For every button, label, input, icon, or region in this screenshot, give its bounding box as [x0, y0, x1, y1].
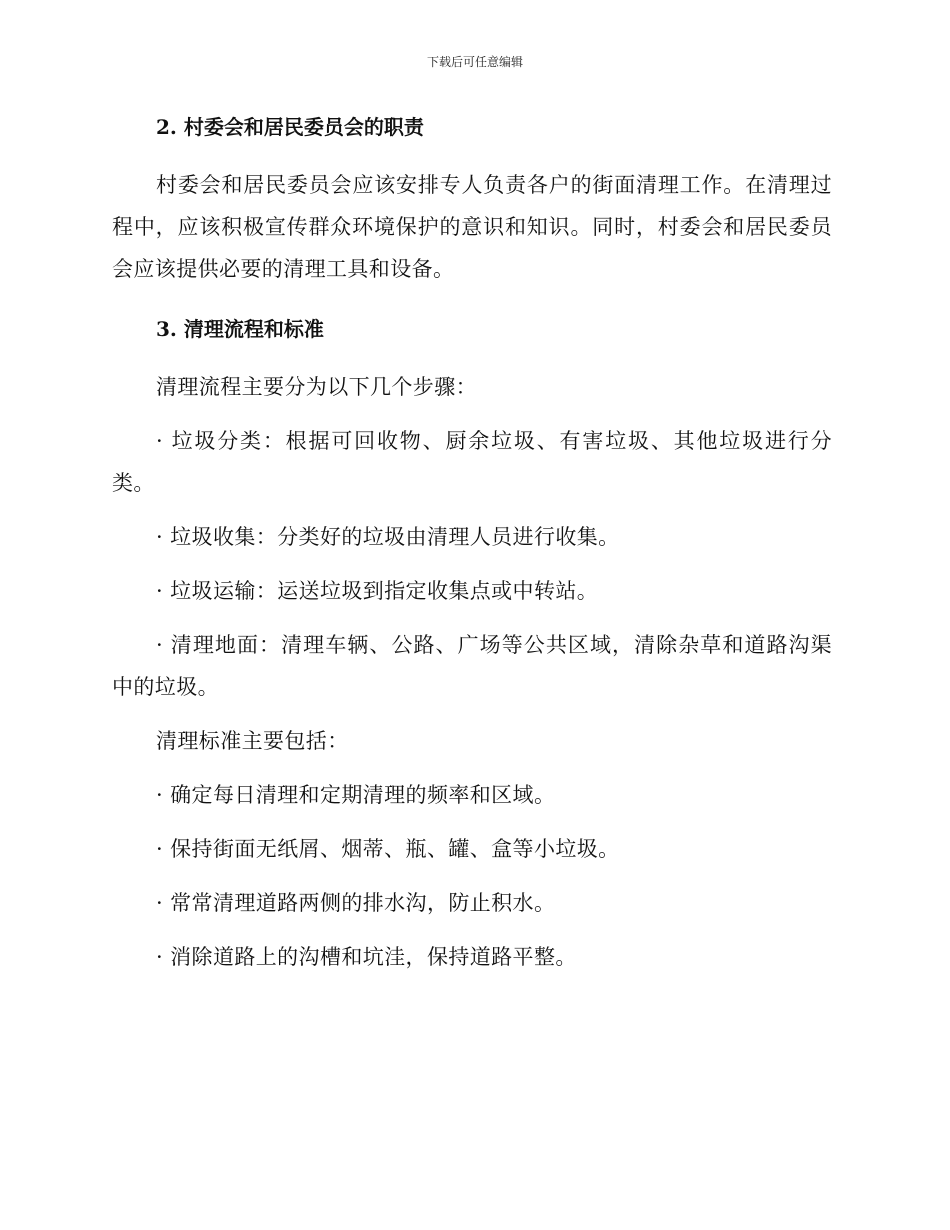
list-item-ground-cleaning: · 清理地面：清理车辆、公路、广场等公共区域，清除杂草和道路沟渠中的垃圾。 — [112, 633, 832, 699]
page-header: 下载后可任意编辑 — [426, 55, 523, 69]
list-item-drainage: · 常常清理道路两侧的排水沟，防止积水。 — [156, 891, 556, 915]
list-item-road-repair: · 消除道路上的沟槽和坑洼，保持道路平整。 — [156, 945, 577, 969]
list-item-transport: · 垃圾运输：运送垃圾到指定收集点或中转站。 — [156, 579, 599, 603]
list-item-frequency: · 确定每日清理和定期清理的频率和区域。 — [156, 783, 556, 807]
document-body — [112, 112, 832, 978]
paragraph-standards-intro: 清理标准主要包括： — [156, 729, 349, 753]
section-heading-process: 3. 清理流程和标准 — [156, 317, 324, 341]
list-item-collection: · 垃圾收集：分类好的垃圾由清理人员进行收集。 — [156, 525, 620, 549]
section-heading-duties: 2. 村委会和居民委员会的职责 — [156, 115, 424, 139]
list-item-small-litter: · 保持街面无纸屑、烟蒂、瓶、罐、盒等小垃圾。 — [156, 837, 620, 861]
list-item-sorting: · 垃圾分类：根据可回收物、厨余垃圾、有害垃圾、其他垃圾进行分类。 — [112, 429, 832, 495]
paragraph-process-intro: 清理流程主要分为以下几个步骤： — [156, 375, 477, 399]
paragraph-duties: 村委会和居民委员会应该安排专人负责各户的街面清理工作。在清理过程中，应该积极宣传群众环境保护的意识和知识。同时，村委会和居民委员会应该提供必要的清理工具和设备。 — [112, 173, 832, 281]
